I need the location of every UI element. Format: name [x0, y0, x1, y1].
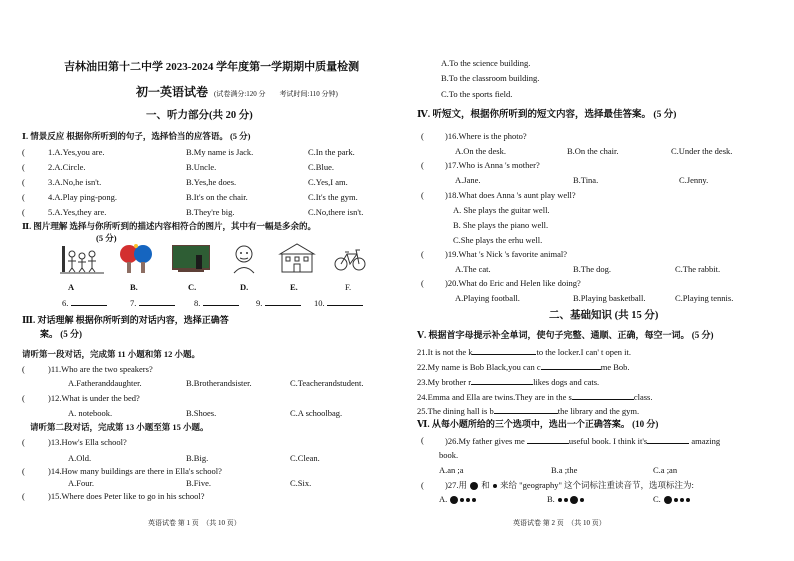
page-footer: 英语试卷 第 2 页 （共 10 页）: [513, 519, 606, 527]
q26-option-a: A.an ;a: [439, 465, 464, 475]
q2-option-b: B.Uncle.: [186, 162, 217, 172]
section3-heading-cont: 案。 (5 分): [40, 329, 82, 339]
q2-option-c: C.Blue.: [308, 162, 334, 172]
section5-heading: Ⅴ. 根据首字母提示补全单词，使句子完整、通顺、正确，每空一词。 (5 分): [417, 330, 714, 340]
answer-paren: (: [22, 393, 25, 403]
q25-line[interactable]: 25.The dining hall is b the library and the gym.: [417, 406, 640, 416]
q15-option-c: C.To the sports field.: [441, 89, 513, 99]
q16-option-c: C.Under the desk.: [671, 146, 733, 156]
q1-option-c: C.In the park.: [308, 147, 355, 157]
q4-option-b: B.It's on the chair.: [186, 192, 248, 202]
q18-option-a: A. She plays the guitar well.: [453, 205, 550, 215]
q13-option-b: B.Big.: [186, 453, 209, 463]
part2-heading: 二、基础知识 (共 15 分): [549, 310, 659, 321]
q13-option-c: C.Clean.: [290, 453, 320, 463]
answer-paren: (: [421, 435, 424, 445]
picture-a-family-icon: [60, 244, 104, 274]
q20-option-b: B.Playing basketball.: [573, 293, 646, 303]
picture-b-pingpong-icon: [118, 243, 154, 275]
q5-option-a: 5.A.Yes,they are.: [48, 207, 107, 217]
page-footer: 英语试卷 第 1 页 （共 10 页）: [148, 519, 241, 527]
q27-option-c: C.: [653, 494, 691, 505]
q3-option-b: B.Yes,he does.: [186, 177, 237, 187]
q17-option-c: C.Jenny.: [679, 175, 709, 185]
dialog1-instruction: 请听第一段对话，完成第 11 小题和第 12 小题。: [22, 349, 201, 359]
q17-option-a: A.Jane.: [455, 175, 481, 185]
q15-question: )15.Where does Peter like to go in his school?: [48, 491, 205, 501]
q12-option-c: C.A schoolbag.: [290, 408, 343, 418]
q13-question: )13.How's Ella school?: [48, 437, 127, 447]
picture-label-e: E.: [290, 282, 298, 292]
answer-blank-8[interactable]: 8.: [194, 297, 239, 309]
q21-line[interactable]: 21.It is not the k to the locker.I can' t open it.: [417, 347, 632, 357]
q27-question: )27.用 和 来给 "geography" 这个词标注重读音节，选项标注为:: [445, 480, 694, 490]
q1-option-b: B.My name is Jack.: [186, 147, 254, 157]
q4-option-a: 4.A.Play ping-pong.: [48, 192, 117, 202]
q26-question-cont: book.: [439, 450, 459, 460]
exam-subtitle: 初一英语试卷: [136, 85, 209, 99]
picture-e-building-icon: [278, 242, 316, 274]
answer-paren: (: [22, 162, 25, 172]
section4-heading: Ⅳ. 听短文，根据你所听到的短文内容，选择最佳答案。 (5 分): [417, 110, 677, 120]
answer-blank-10[interactable]: 10.: [314, 297, 363, 309]
answer-paren: (: [22, 437, 25, 447]
picture-d-grandpa-icon: [228, 244, 260, 274]
unstressed-dot-icon: [493, 484, 497, 488]
q4-option-c: C.It's the gym.: [308, 192, 358, 202]
picture-label-d: D.: [240, 282, 249, 292]
answer-paren: (: [22, 207, 25, 217]
q11-question: )11.Who are the two speakers?: [48, 364, 153, 374]
q3-option-a: 3.A.No,he isn't.: [48, 177, 102, 187]
q19-option-a: A.The cat.: [455, 264, 491, 274]
answer-paren: (: [22, 192, 25, 202]
q1-option-a: 1.A.Yes,you are.: [48, 147, 105, 157]
q20-option-c: C.Playing tennis.: [675, 293, 734, 303]
q11-option-c: C.Teacherandstudent.: [290, 378, 364, 388]
q18-option-c: C.She plays the erhu well.: [453, 235, 543, 245]
q20-option-a: A.Playing football.: [455, 293, 520, 303]
answer-paren: (: [22, 466, 25, 476]
answer-blank-7[interactable]: 7.: [130, 297, 175, 309]
answer-blank-9[interactable]: 9.: [256, 297, 301, 309]
picture-c-blackboard-icon: [172, 245, 210, 273]
q12-question: )12.What is under the bed?: [48, 393, 140, 403]
q15-option-b: B.To the classroom building.: [441, 73, 540, 83]
section1-heading: Ⅰ. 情景反应 根据你所听到的句子，选择恰当的应答语。 (5 分): [22, 131, 251, 141]
q11-option-a: A.Fatheranddaughter.: [68, 378, 142, 388]
answer-paren: (: [421, 190, 424, 200]
q5-option-c: C.No,there isn't.: [308, 207, 364, 217]
q17-option-b: B.Tina.: [573, 175, 599, 185]
q26-question: )26.My father gives me useful book. I think it's amazing: [445, 436, 721, 446]
answer-paren: (: [22, 491, 25, 501]
answer-paren: (: [421, 480, 424, 490]
q19-option-c: C.The rabbit.: [675, 264, 721, 274]
picture-label-c: C.: [188, 282, 197, 292]
section2-heading: Ⅱ. 图片理解 选择与你所听到的描述内容相符合的图片，其中有一幅是多余的。: [22, 221, 317, 231]
section6-heading: Ⅵ. 从每小题所给的三个选项中，选出一个正确答案。 (10 分): [417, 419, 659, 429]
picture-f-bicycle-icon: [334, 246, 366, 272]
q14-option-a: A.Four.: [68, 478, 94, 488]
stressed-dot-icon: [470, 482, 478, 490]
q22-line[interactable]: 22.My name is Bob Black,you can c me Bob.: [417, 362, 630, 372]
q16-option-b: B.On the chair.: [567, 146, 619, 156]
q18-option-b: B. She plays the piano well.: [453, 220, 549, 230]
q16-option-a: A.On the desk.: [455, 146, 506, 156]
q3-option-c: C.Yes,I am.: [308, 177, 348, 187]
answer-paren: (: [421, 249, 424, 259]
q24-line[interactable]: 24.Emma and Ella are twins.They are in the s class.: [417, 392, 653, 402]
answer-paren: (: [22, 177, 25, 187]
q13-option-a: A.Old.: [68, 453, 92, 463]
right-page: [397, 0, 794, 561]
q23-line[interactable]: 23.My brother r likes dogs and cats.: [417, 377, 600, 387]
q5-option-b: B.They're big.: [186, 207, 235, 217]
part1-heading: 一、听力部分(共 20 分): [146, 110, 253, 121]
section3-heading: Ⅲ. 对话理解 根据你所听到的对话内容，选择正确答: [22, 315, 229, 325]
answer-blank-6[interactable]: 6.: [62, 297, 107, 309]
q12-option-b: B.Shoes.: [186, 408, 217, 418]
answer-paren: (: [421, 278, 424, 288]
picture-label-b: B.: [130, 282, 138, 292]
q26-option-c: C.a ;an: [653, 465, 678, 475]
q27-option-b: B.: [547, 494, 585, 505]
picture-label-f: F.: [345, 282, 352, 292]
q19-question: )19.What 's Nick 's favorite animal?: [445, 249, 568, 259]
answer-paren: (: [421, 131, 424, 141]
q27-option-a: A.: [439, 494, 477, 505]
q19-option-b: B.The dog.: [573, 264, 612, 274]
q14-option-c: C.Six.: [290, 478, 312, 488]
answer-paren: (: [22, 364, 25, 374]
q12-option-a: A. notebook.: [68, 408, 113, 418]
q2-option-a: 2.A.Circle.: [48, 162, 86, 172]
q14-option-b: B.Five.: [186, 478, 212, 488]
q18-question: )18.What does Anna 's aunt play well?: [445, 190, 576, 200]
q17-question: )17.Who is Anna 's mother?: [445, 160, 540, 170]
dialog2-instruction: 请听第二段对话，完成第 13 小题至第 15 小题。: [30, 422, 209, 432]
q26-option-b: B.a ;the: [551, 465, 578, 475]
q15-option-a: A.To the science building.: [441, 58, 531, 68]
q11-option-b: B.Brotherandsister.: [186, 378, 252, 388]
picture-label-a: A: [68, 282, 75, 292]
q14-question: )14.How many buildings are there in Ella's school?: [48, 466, 222, 476]
q16-question: )16.Where is the photo?: [445, 131, 527, 141]
answer-paren: (: [421, 160, 424, 170]
answer-paren: (: [22, 147, 25, 157]
exam-meta: (试卷满分:120 分 考试时间:110 分钟): [214, 90, 338, 98]
exam-title: 吉林油田第十二中学 2023-2024 学年度第一学期期中质量检测: [64, 61, 360, 73]
q20-question: )20.What do Eric and Helen like doing?: [445, 278, 581, 288]
section2-score: (5 分): [96, 233, 117, 243]
